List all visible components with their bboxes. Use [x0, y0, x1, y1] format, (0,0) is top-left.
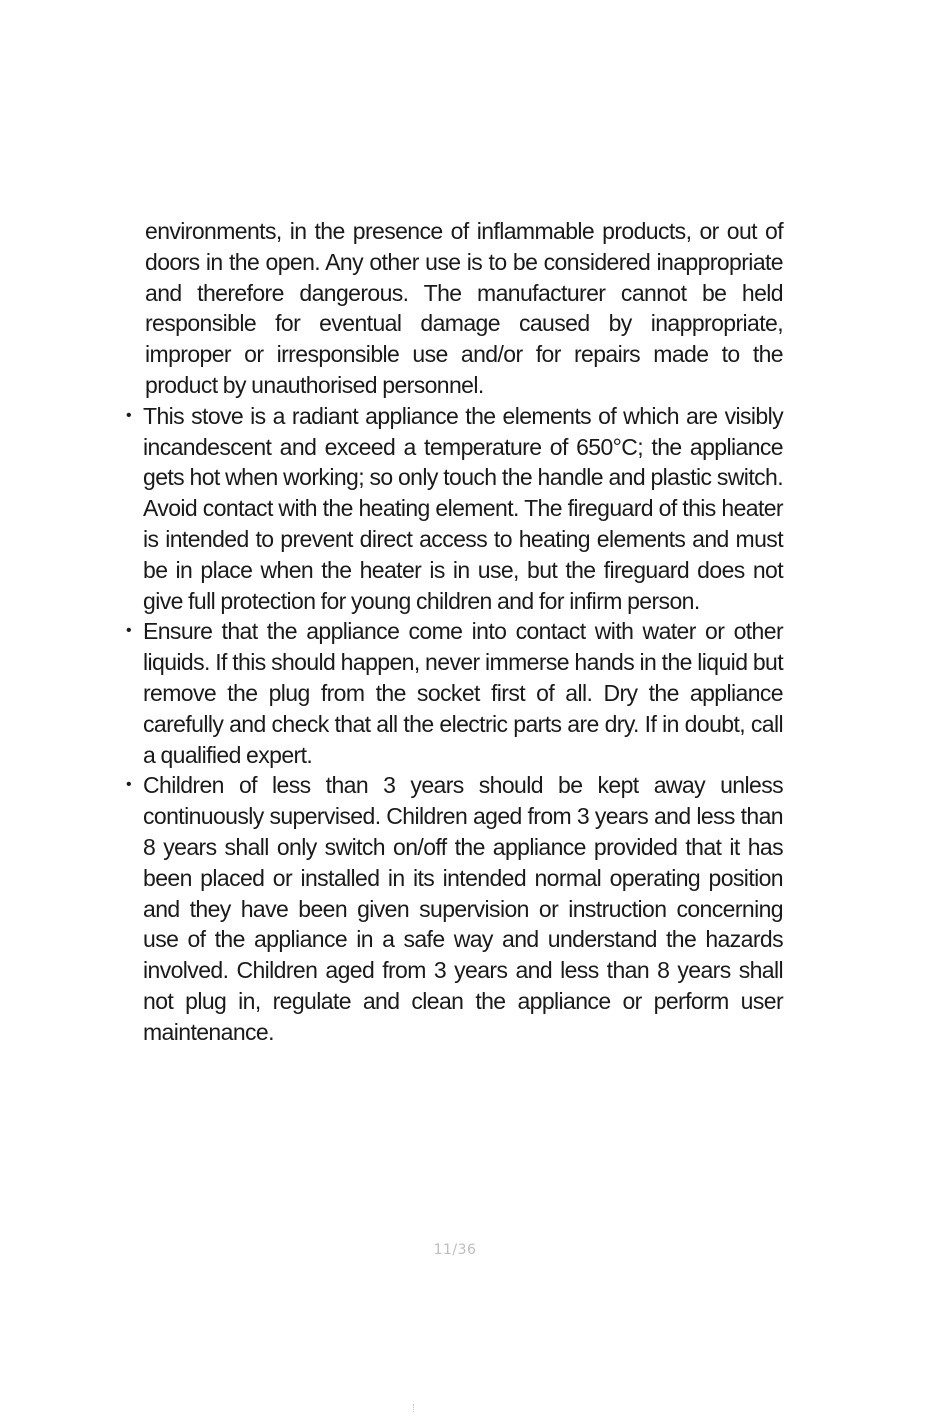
list-item — [126, 770, 783, 1047]
page-number: 11/36 — [433, 1242, 477, 1258]
page-body — [126, 216, 783, 1048]
list-item — [126, 616, 783, 770]
scan-mark — [413, 1404, 416, 1412]
bullet-icon: • — [126, 406, 132, 424]
list-item — [126, 401, 783, 617]
list-item-text: This stove is a radiant appliance the elements of which are visibly incandescent and exceed a temperature of 650°C; the appliance gets hot when working; so only touch the handle and plastic switch. Avoid contact with the heating element. The fireguard of this heater is intended to prevent direct access to heating elements and must be in place when the heater is in use, but the fireguard does not give full protection for young children and for infirm person. — [143, 402, 783, 614]
list-item-text: Children of less than 3 years should be kept away unless continuously supervised. Children aged from 3 years and less than 8 years shall only switch on/off the appliance provided that it has been placed or installed in its intended normal operating position and they have been given supervision or instruction concerning use of the appliance in a safe way and understand the hazards involved. Children aged from 3 years and less than 8 years shall not plug in, regulate and clean the appliance or perform user maintenance. — [143, 772, 783, 1045]
bullet-icon: • — [126, 622, 132, 640]
continuation-paragraph: environments, in the presence of inflammable products, or out of doors in the open. Any other use is to be considered inappropriate and therefore dangerous. The manufacturer cannot be held responsible for eventual damage caused by inappropriate, improper or irresponsible use and/or for repairs made to the product by unauthorised personnel. — [145, 218, 783, 398]
bullet-icon: • — [126, 776, 132, 794]
list-item-text: Ensure that the appliance come into contact with water or other liquids. If this should happen, never immerse hands in the liquid but remove the plug from the socket first of all. Dry the appliance carefully and check that all the electric parts are dry. If in doubt, call a qualified expert. — [143, 618, 783, 768]
